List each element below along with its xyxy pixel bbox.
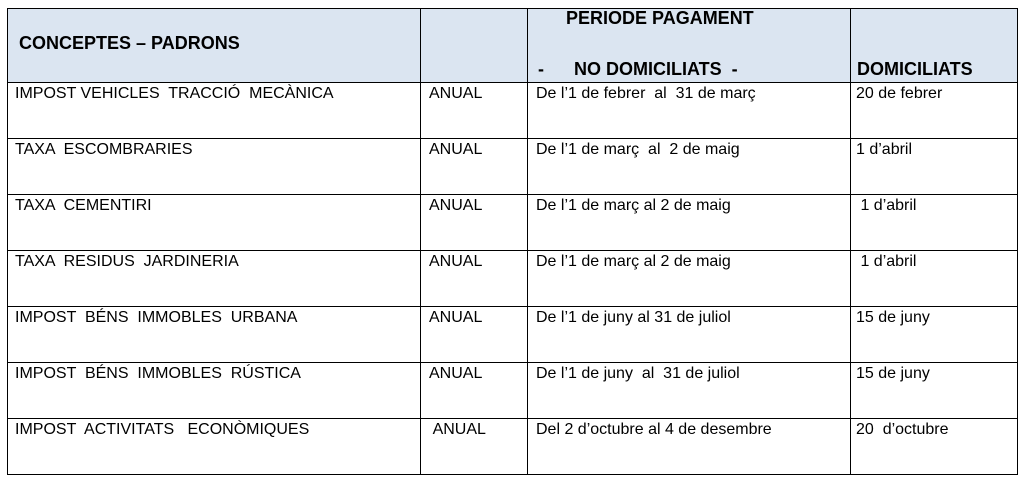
concept-cell bbox=[8, 307, 421, 363]
padrons-table bbox=[7, 8, 1018, 475]
period-text: De l’1 de març al 2 de maig bbox=[536, 141, 740, 158]
frequency-text: ANUAL bbox=[429, 421, 486, 438]
table-row bbox=[8, 419, 1018, 475]
period-cell bbox=[528, 83, 851, 139]
frequency-cell bbox=[421, 251, 528, 307]
header-row bbox=[8, 9, 1018, 83]
concept-text: TAXA CEMENTIRI bbox=[15, 197, 152, 214]
concept-cell bbox=[8, 83, 421, 139]
period-text: De l’1 de juny al 31 de juliol bbox=[536, 309, 731, 326]
frequency-text: ANUAL bbox=[429, 253, 483, 270]
header-concepts: CONCEPTES – PADRONS bbox=[19, 33, 240, 53]
concept-text: IMPOST VEHICLES TRACCIÓ MECÀNICA bbox=[15, 85, 334, 102]
concept-cell bbox=[8, 419, 421, 475]
header-domiciliats-cell bbox=[851, 9, 1018, 83]
frequency-text: ANUAL bbox=[429, 197, 483, 214]
concept-text: TAXA ESCOMBRARIES bbox=[15, 141, 193, 158]
header-periode: PERIODE PAGAMENT bbox=[566, 8, 754, 28]
concept-cell bbox=[8, 251, 421, 307]
frequency-text: ANUAL bbox=[429, 85, 483, 102]
header-no-domiciliats: - NO DOMICILIATS - bbox=[538, 59, 738, 79]
domiciliats-text: 1 d’abril bbox=[856, 197, 917, 214]
concept-text: IMPOST BÉNS IMMOBLES RÚSTICA bbox=[15, 365, 301, 382]
frequency-cell bbox=[421, 83, 528, 139]
domiciliats-text: 1 d’abril bbox=[856, 141, 913, 158]
domiciliats-text: 20 d’octubre bbox=[856, 421, 949, 438]
frequency-cell bbox=[421, 363, 528, 419]
period-text: De l’1 de març al 2 de maig bbox=[536, 197, 731, 214]
concept-cell bbox=[8, 363, 421, 419]
concept-text: IMPOST ACTIVITATS ECONÒMIQUES bbox=[15, 421, 310, 438]
table-row bbox=[8, 251, 1018, 307]
period-cell bbox=[528, 363, 851, 419]
domiciliats-cell bbox=[851, 363, 1018, 419]
table-row bbox=[8, 307, 1018, 363]
table-row bbox=[8, 195, 1018, 251]
period-cell bbox=[528, 139, 851, 195]
domiciliats-text: 15 de juny bbox=[856, 309, 930, 326]
table-row bbox=[8, 83, 1018, 139]
frequency-cell bbox=[421, 195, 528, 251]
period-text: De l’1 de febrer al 31 de març bbox=[536, 85, 756, 102]
concept-text: TAXA RESIDUS JARDINERIA bbox=[15, 253, 239, 270]
period-cell bbox=[528, 419, 851, 475]
domiciliats-text: 1 d’abril bbox=[856, 253, 917, 270]
concept-cell bbox=[8, 195, 421, 251]
header-periode-cell bbox=[528, 9, 851, 83]
period-cell bbox=[528, 251, 851, 307]
period-text: Del 2 d’octubre al 4 de desembre bbox=[536, 421, 772, 438]
header-domiciliats: DOMICILIATS bbox=[857, 59, 973, 79]
table-row bbox=[8, 363, 1018, 419]
domiciliats-cell bbox=[851, 195, 1018, 251]
frequency-text: ANUAL bbox=[429, 309, 483, 326]
domiciliats-cell bbox=[851, 83, 1018, 139]
frequency-text: ANUAL bbox=[429, 365, 483, 382]
concept-cell bbox=[8, 139, 421, 195]
period-text: De l’1 de març al 2 de maig bbox=[536, 253, 731, 270]
concept-text: IMPOST BÉNS IMMOBLES URBANA bbox=[15, 309, 298, 326]
domiciliats-cell bbox=[851, 139, 1018, 195]
frequency-cell bbox=[421, 419, 528, 475]
domiciliats-cell bbox=[851, 251, 1018, 307]
domiciliats-cell bbox=[851, 419, 1018, 475]
domiciliats-cell bbox=[851, 307, 1018, 363]
period-cell bbox=[528, 307, 851, 363]
frequency-cell bbox=[421, 139, 528, 195]
table-row bbox=[8, 139, 1018, 195]
header-concepts-cell bbox=[8, 9, 421, 83]
header-frequency-cell bbox=[421, 9, 528, 83]
frequency-cell bbox=[421, 307, 528, 363]
domiciliats-text: 15 de juny bbox=[856, 365, 930, 382]
frequency-text: ANUAL bbox=[429, 141, 483, 158]
domiciliats-text: 20 de febrer bbox=[856, 85, 943, 102]
period-cell bbox=[528, 195, 851, 251]
period-text: De l’1 de juny al 31 de juliol bbox=[536, 365, 740, 382]
